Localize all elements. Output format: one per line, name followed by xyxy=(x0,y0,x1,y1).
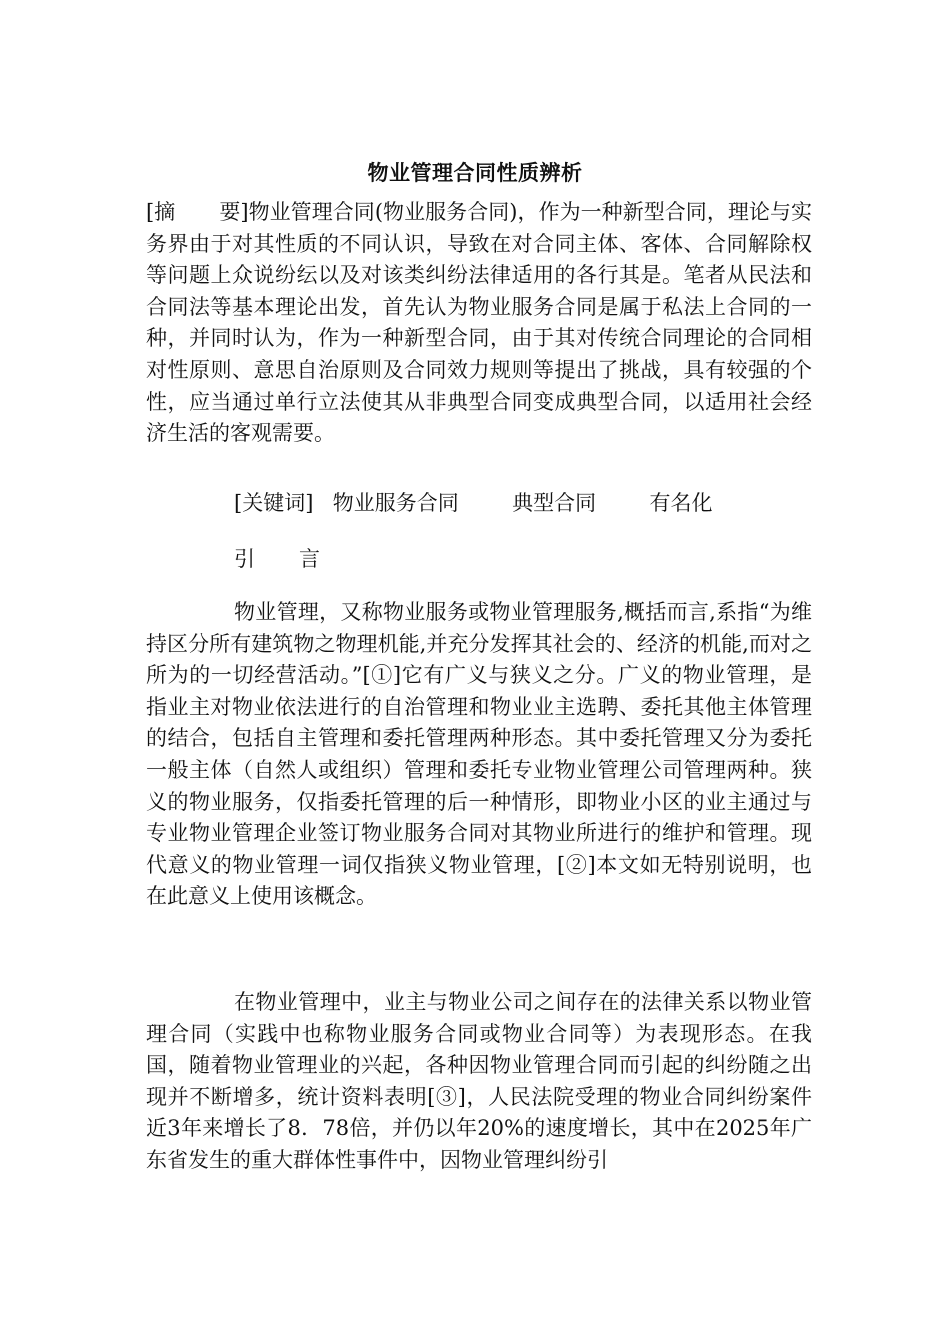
abstract-label-open: [摘 xyxy=(146,200,176,224)
abstract-text: 物业管理合同(物业服务合同)，作为一种新型合同，理论与实务界由于对其性质的不同认识，导致在对合同主体、客体、合同解除权等问题上众说纷纭以及对该类纠纷法律适用的各行其是。笔者从民法和合同法等基本理论出发，首先认为物业服务合同是属于私法上合同的一种，并同时认为，作为一种新型合同，由于其对传统合同理论的合同相对性原则、意思自治原则及合同效力规则等提出了挑战，具有较强的个性，应当通过单行立法使其从非典型合同变成典型合同，以适用社会经济生活的客观需要。 xyxy=(146,200,812,446)
keyword-item: 物业服务合同 xyxy=(332,491,459,515)
body-paragraph: 在物业管理中，业主与物业公司之间存在的法律关系以物业管理合同（实践中也称物业服务合同或物业合同等）为表现形态。在我国，随着物业管理业的兴起，各种因物业管理合同而引起的纠纷随之出现并不断增多，统计资料表明[③]，人民法院受理的物业合同纠纷案件近3年来增长了8．78倍，并仍以年20%的速度增长，其中在2025年广东省发生的重大群体性事件中，因物业管理纠纷引 xyxy=(146,990,812,1172)
abstract-paragraph xyxy=(146,197,812,450)
keywords-label: [关键词] xyxy=(234,491,314,515)
document-title: 物业管理合同性质辨析 xyxy=(367,161,583,186)
heading-char: 言 xyxy=(299,547,320,571)
section-heading-intro xyxy=(234,544,320,575)
abstract-label-close: 要] xyxy=(219,200,249,224)
keyword-item: 有名化 xyxy=(649,491,713,515)
keyword-item: 典型合同 xyxy=(512,491,597,515)
keywords-line xyxy=(234,488,713,519)
body-paragraph: 物业管理，又称物业服务或物业管理服务,概括而言,系指“为维持区分所有建筑物之物理机能,并充分发挥其社会的、经济的机能,而对之所为的一切经营活动。”[①]它有广义与狭义之分。广义的物业管理，是指业主对物业依法进行的自治管理和物业业主选聘、委托其他主体管理的结合，包括自主管理和委托管理两种形态。其中委托管理又分为委托一般主体（自然人或组织）管理和委托专业物业管理公司管理两种。狭义的物业服务，仅指委托管理的后一种情形，即物业小区的业主通过与专业物业管理企业签订物业服务合同对其物业所进行的维护和管理。现代意义的物业管理一词仅指狭义物业管理，[②]本文如无特别说明，也在此意义上使用该概念。 xyxy=(146,600,812,909)
heading-char: 引 xyxy=(234,547,255,571)
